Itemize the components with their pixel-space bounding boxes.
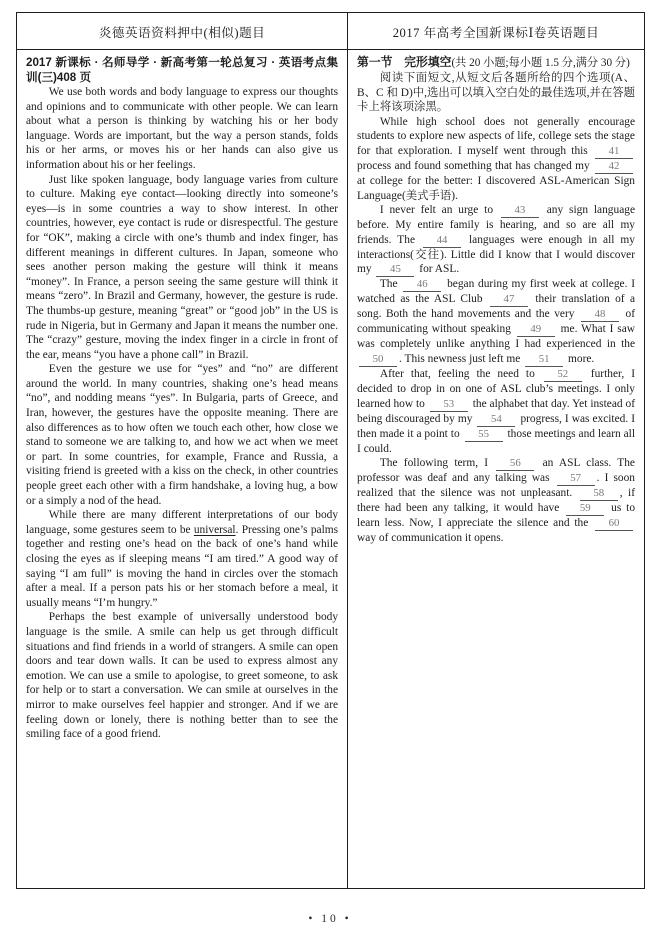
cloze-blank-57: 57 [557, 473, 595, 486]
right-column [348, 50, 644, 888]
paragraph: While there are many different interpretations of our body language, some gestures seem to be universal. Pressing one’s palms together and resting one’s head on the back of one’s hand while closing the eyes as if sleeping means “I am tired.” A good way of saying “I am full” is moving the hand in circles over the stomach after a meal. If a person pats his or her stomach before a meal, it usually means “I’m hungry.” [26, 509, 339, 609]
cloze-blank-53: 53 [430, 399, 468, 412]
cloze-blank-55: 55 [465, 429, 503, 442]
cloze-blank-42: 42 [595, 161, 633, 174]
cloze-blank-46: 46 [403, 279, 441, 292]
cloze-blank-50: 50 [359, 354, 397, 367]
paragraph: The 46 began during my first week at college. I watched as the ASL Club 47 their translation of a song. Both the hand movements and the very 48 of communicating without speaking 49 me. What I saw was completely unlike anything I had experienced in the 50 . This newness just left me 51 more. [357, 278, 636, 365]
header-cell-left: 炎德英语资料押中(相似)题目 [17, 13, 348, 49]
cloze-blank-58: 58 [580, 488, 618, 501]
cloze-blank-51: 51 [525, 354, 563, 367]
paragraph: Just like spoken language, body language varies from culture to culture. Making eye contact—looking directly into someone’s eyes—is in some countries a way to show interest. In other countries, however, eye contact is rude or disrespectful. The gesture for “OK”, making a circle with one’s thumb and index finger, has different meanings in different cultures. In Japan, someone who sees another person making the gesture will think it means “money”. In France, a person seeing the same gesture will think it means “zero”. In Brazil and Germany, however, the gesture is rude. The thumbs-up gesture, meaning “great” or “good job” in the US is rude in Nigeria, but in Germany and Japan it means the number one. The “crazy” gesture, moving the index finger in a circle in front of the ear, means “you have a phone call” in Brazil. [26, 173, 339, 361]
cloze-blank-49: 49 [517, 324, 555, 337]
section-heading [357, 55, 635, 71]
paragraph: Perhaps the best example of universally understood body language is the smile. A smile can help us get through difficult situations and find friends in a world of strangers. A smile can open doors and tear down walls. It can be used to express almost any emotion. We can use a smile to apologise, to greet someone, to ask for help or to start a conversation. We can smile at ourselves in the mirror to make ourselves feel happier and stronger. And if we are feeling down or lonely, there is nothing better than to see the smiling face of a good friend. [26, 611, 339, 741]
source-title: 2017 新课标 · 名师导学 · 新高考第一轮总复习 · 英语考点集训(三)408 页 [26, 56, 339, 84]
cloze-blank-41: 41 [595, 146, 633, 159]
header-cell-right: 2017 年高考全国新课标Ⅰ卷英语题目 [392, 25, 600, 40]
left-column [17, 50, 348, 888]
page-number: • 10 • [308, 913, 352, 925]
cloze-blank-59: 59 [566, 503, 604, 516]
cloze-blank-43: 43 [501, 205, 539, 218]
cloze-blank-60: 60 [595, 518, 633, 531]
cloze-blank-48: 48 [581, 309, 619, 322]
paragraph: I never felt an urge to 43 any sign language before. My entire family is hearing, and so are all my friends. The 44 languages were enough in all my interactions(交往). Little did I know that I would discover my 45 for ASL. [357, 204, 636, 276]
left-passage [26, 85, 338, 742]
paragraph: We use both words and body language to express our thoughts and opinions and to communicate with other people. We can learn about what a person is thinking by watching his or her body language. Words are important, but the way a person stands, folds his or her arms, or moves his or her hands can also give us information about his or her feelings. [26, 86, 339, 171]
section-score-note: (共 20 小题;每小题 1.5 分,满分 30 分) [451, 57, 630, 69]
table-header-row [17, 13, 644, 50]
cloze-blank-54: 54 [477, 414, 515, 427]
paragraph: The following term, I 56 an ASL class. The professor was deaf and any talking was 57 . I soon realized that the silence was not unpleasant. 58 , if there had been any talking, it would have 59 us to learn less. Now, I appreciate the silence and the 60 way of communication it opens. [357, 457, 636, 545]
cloze-blank-47: 47 [490, 294, 528, 307]
cloze-blank-45: 45 [376, 264, 414, 277]
cloze-passage [357, 115, 635, 546]
cloze-blank-56: 56 [496, 458, 534, 471]
paragraph: While high school does not generally encourage students to explore new aspects of life, college sets the stage for that exploration. I myself went through this 41 process and found something that has changed my 42 at college for the better: I discovered ASL-American Sign Language(美式手语). [357, 115, 635, 202]
cloze-blank-52: 52 [544, 369, 582, 382]
section-title: 第一节 完形填空 [357, 55, 452, 69]
underlined-word: universal [193, 523, 236, 536]
cloze-instructions: 阅读下面短文,从短文后各题所给的四个选项(A、B、C 和 D)中,选出可以填入空白处的最佳选项,并在答题卡上将该项涂黑。 [357, 72, 635, 114]
paragraph: Even the gesture we use for “yes” and “no” are different around the world. In many countries, shaking one’s head means “no”, and nodding means “yes”. In Bulgaria, parts of Greece, and Iran, however, the gestures have the opposite meaning. There are also differences as to how often we touch each other, how close we stand to someone we are talking to, and how we act when we meet or part. In some countries, for example, France and Russia, a visiting friend is greeted with a kiss on the check, in other countries people greet each other with a firm handshake, a loving hug, a bow or a simply a nod of the head. [26, 363, 339, 507]
paragraph: After that, feeling the need to 52 further, I decided to drop in on one of ASL club’s meetings. I only learned how to 53 the alphabet that day. Yet instead of being discouraged by my 54 progress, I was excited. I then made it a point to 55 those meetings and learn all I could. [357, 367, 635, 455]
comparison-table [16, 12, 645, 889]
cloze-blank-44: 44 [423, 235, 461, 248]
table-body-row [17, 50, 644, 888]
